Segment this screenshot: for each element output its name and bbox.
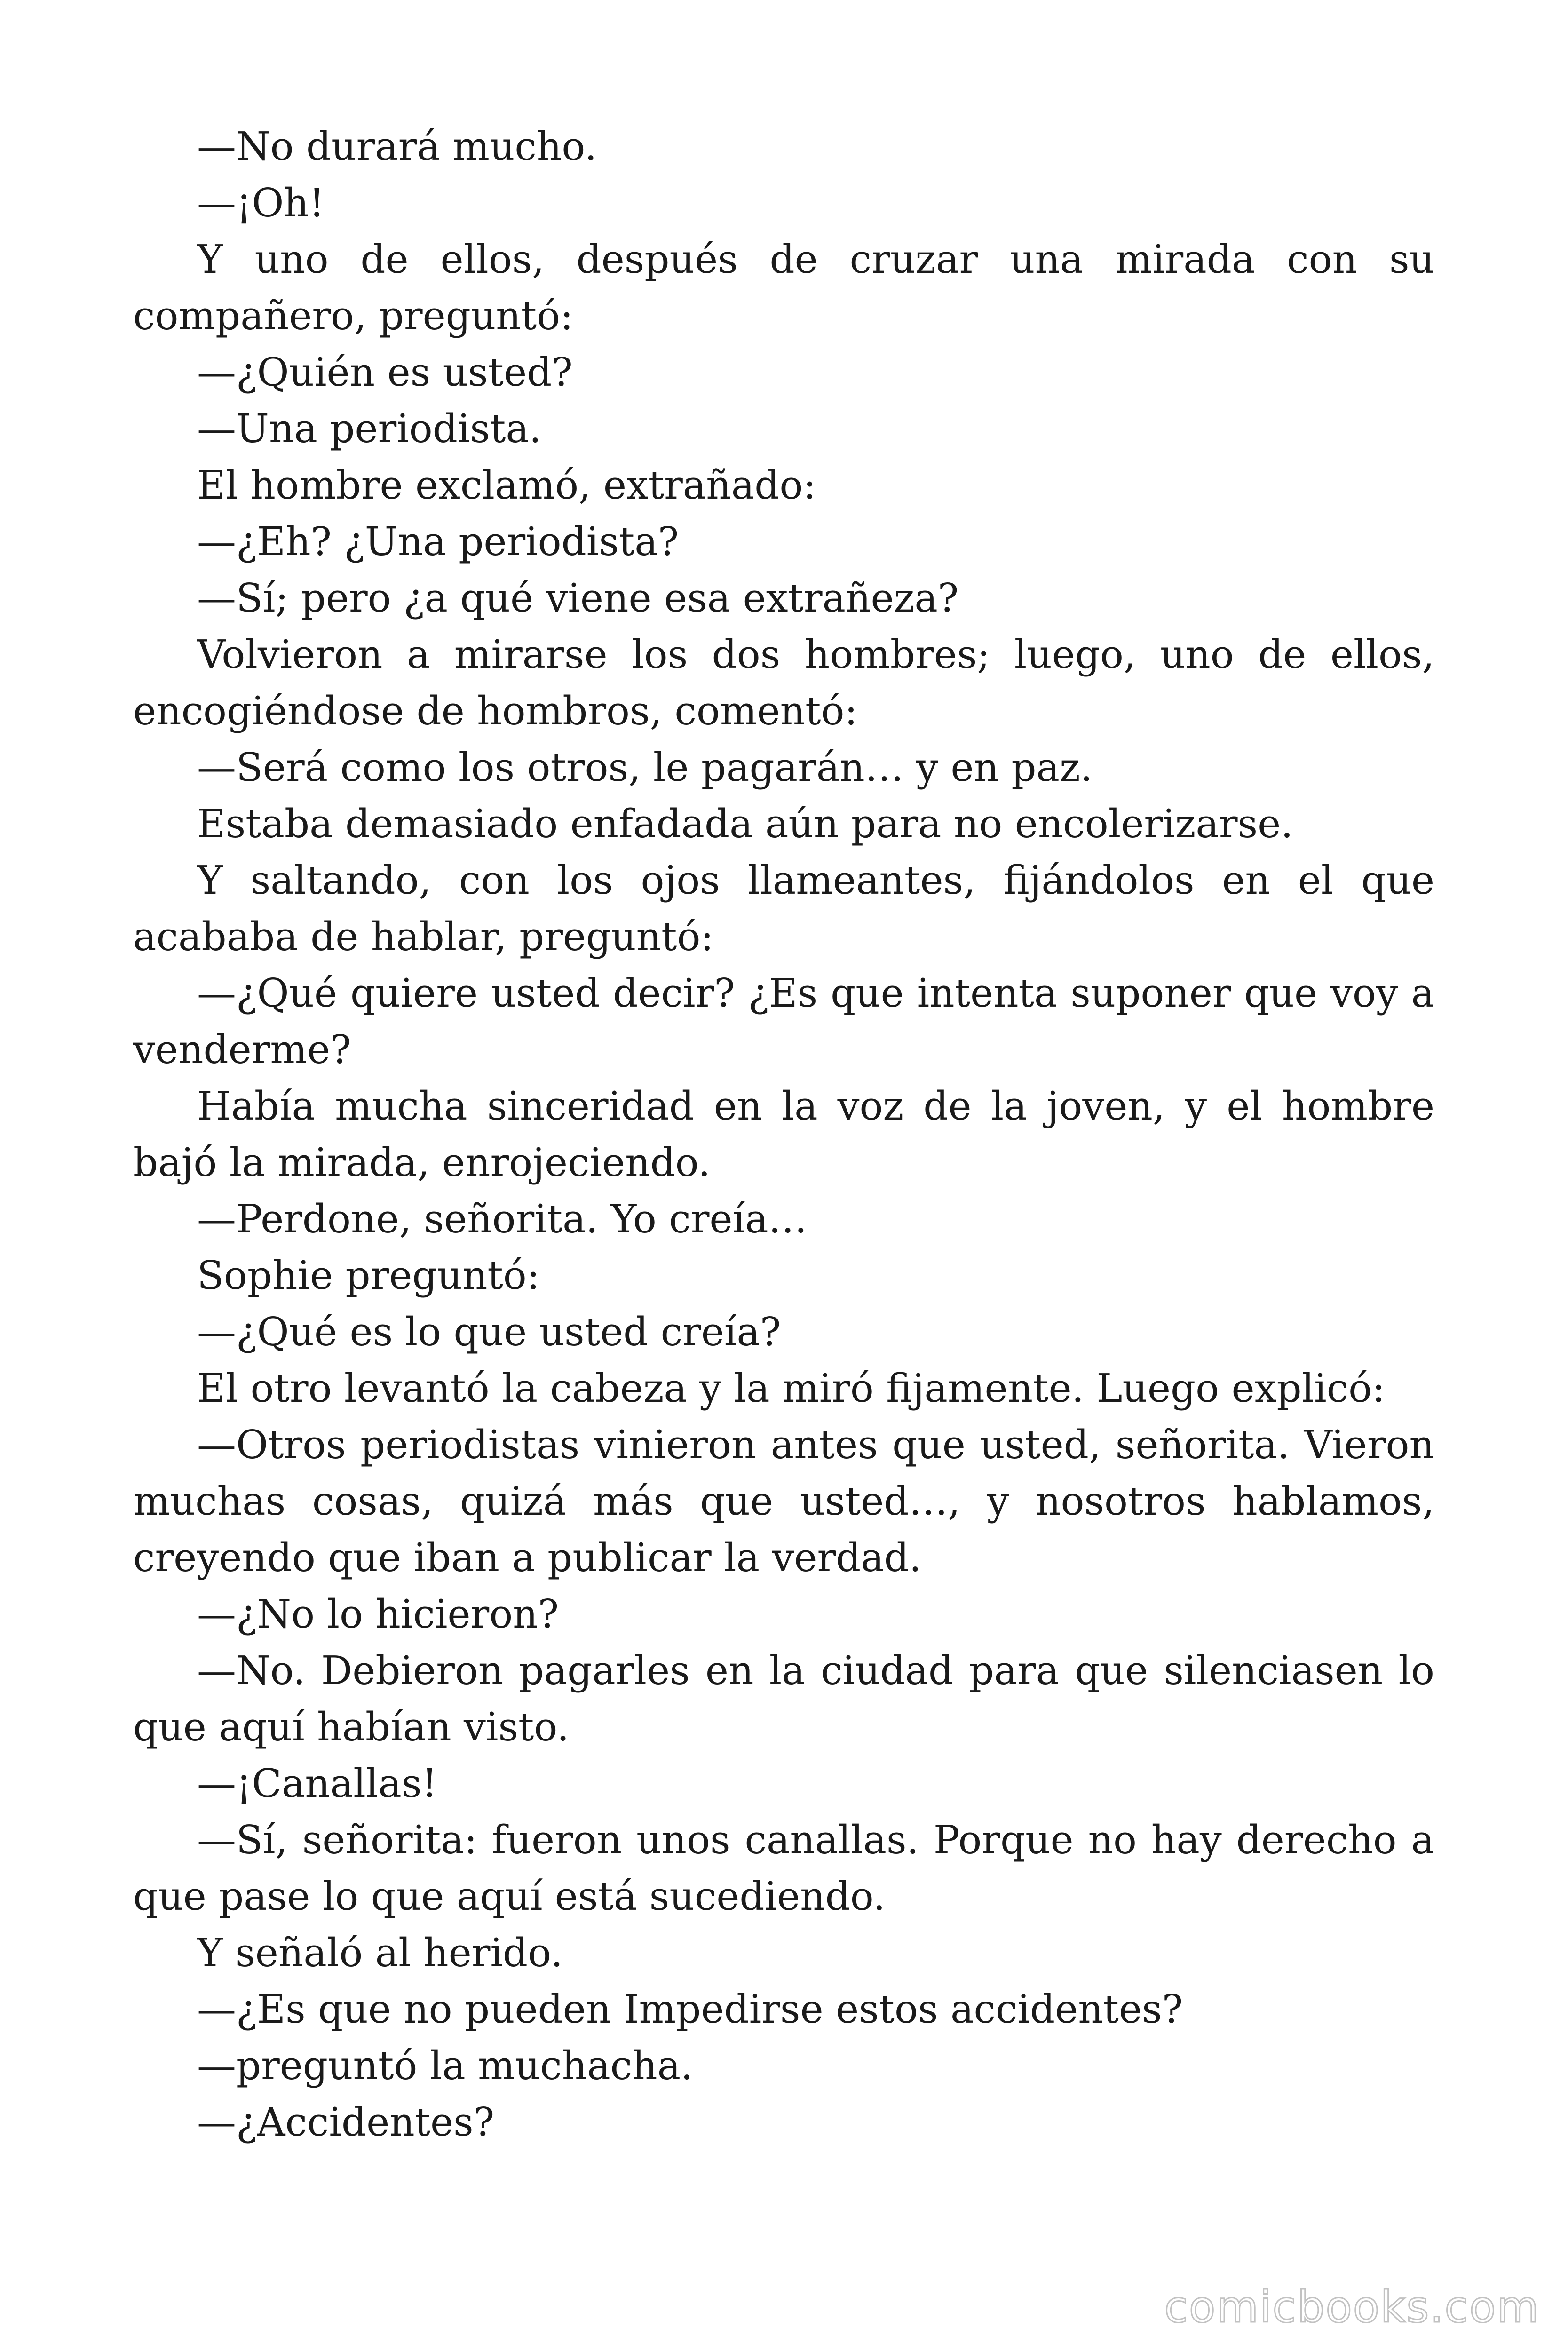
paragraph: Volvieron a mirarse los dos hombres; luego, uno de ellos, encogiéndose de hombros, comentó: [133, 632, 1434, 734]
paragraph: —¿No lo hicieron? [197, 1591, 559, 1637]
paragraph: Y saltando, con los ojos llameantes, fijándolos en el que acababa de hablar, preguntó: [133, 858, 1434, 960]
paragraph: —¡Canallas! [197, 1761, 437, 1806]
paragraph: Sophie preguntó: [197, 1253, 540, 1298]
paragraph: —Sí, señorita: fueron unos canallas. Porque no hay derecho a que pase lo que aquí está sucediendo. [133, 1817, 1434, 1919]
paragraph: —¿Eh? ¿Una periodista? [197, 519, 679, 564]
paragraph: —No. Debieron pagarles en la ciudad para que silenciasen lo que aquí habían visto. [133, 1648, 1434, 1750]
paragraph: Estaba demasiado enfadada aún para no encolerizarse. [197, 801, 1293, 847]
paragraph: —Será como los otros, le pagarán… y en paz. [197, 745, 1093, 790]
paragraph: Había mucha sinceridad en la voz de la joven, y el hombre bajó la mirada, enrojeciendo. [133, 1083, 1434, 1185]
paragraph: El otro levantó la cabeza y la miró fijamente. Luego explicó: [197, 1366, 1386, 1411]
paragraph: Y señaló al herido. [197, 1930, 563, 1976]
paragraph: —¿Qué quiere usted decir? ¿Es que intenta suponer que voy a venderme? [133, 970, 1434, 1073]
paragraph: —¿Quién es usted? [197, 350, 573, 395]
paragraph: —¿Es que no pueden Impedirse estos accidentes? [197, 1986, 1183, 2032]
paragraph: —¡Oh! [197, 180, 325, 226]
paragraph: El hombre exclamó, extrañado: [197, 462, 816, 508]
paragraph: —¿Qué es lo que usted creía? [197, 1309, 781, 1355]
paragraph: —Otros periodistas vinieron antes que usted, señorita. Vieron muchas cosas, quizá más que usted…, y nosotros hablamos, creyendo que iban a publicar la verdad. [133, 1422, 1434, 1581]
paragraph: —¿Accidentes? [197, 2099, 495, 2145]
paragraph: —No durará mucho. [197, 124, 597, 169]
paragraph: Y uno de ellos, después de cruzar una mirada con su compañero, preguntó: [133, 237, 1434, 339]
page-body [133, 119, 1434, 2151]
paragraph: —preguntó la muchacha. [197, 2043, 693, 2089]
paragraph: —Sí; pero ¿a qué viene esa extrañeza? [197, 575, 959, 621]
watermark: comicbooks.com [1164, 2282, 1540, 2332]
paragraph: —Una periodista. [197, 406, 542, 452]
paragraph: —Perdone, señorita. Yo creía… [197, 1196, 808, 1242]
